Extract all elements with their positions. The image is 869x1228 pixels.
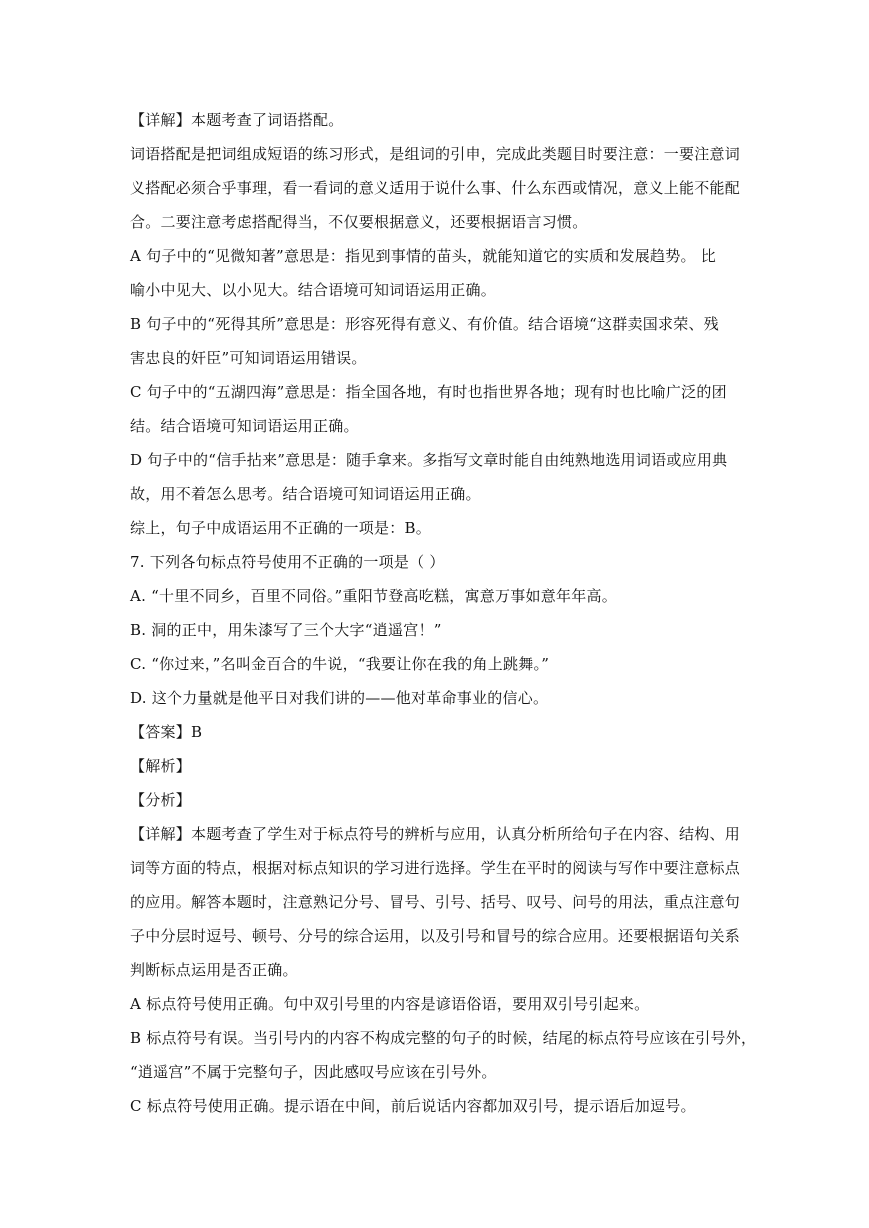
analysis-heading: 【解析】 <box>130 757 192 775</box>
breakdown-heading: 【分析】 <box>130 791 192 809</box>
paragraph-line: 词语搭配是把词组成短语的练习形式，是组词的引申，完成此类题目时要注意：一要注意词 <box>130 145 741 163</box>
punct-b-analysis-cont: “逍遥宫”不属于完整句子，因此感叹号应该在引号外。 <box>130 1063 497 1081</box>
paragraph-line: 义搭配必须合乎事理，看一看词的意义适用于说什么事、什么东西或情况，意义上能不能配 <box>130 179 741 197</box>
option-b-analysis: B 句子中的“死得其所”意思是：形容死得有意义、有价值。结合语境“这群卖国求荣、残 <box>130 315 720 333</box>
choice-c: C. “你过来，”名叫金百合的牛说，“我要让你在我的角上跳舞。” <box>130 655 550 673</box>
option-a-analysis-cont: 喻小中见大、以小见大。结合语境可知词语运用正确。 <box>130 281 497 299</box>
detail-paragraph-line: 子中分层时逗号、顿号、分号的综合运用，以及引号和冒号的综合应用。还要根据语句关系 <box>130 927 741 945</box>
detail-paragraph-line: 的应用。解答本题时，注意熟记分号、冒号、引号、括号、叹号、问号的用法，重点注意句 <box>130 893 741 911</box>
choice-a: A. “十里不同乡，百里不同俗。”重阳节登高吃糕，寓意万事如意年年高。 <box>130 587 617 605</box>
detail-paragraph-line: 【详解】本题考查了学生对于标点符号的辨析与应用，认真分析所给句子在内容、结构、用 <box>130 825 741 843</box>
punct-b-analysis: B 标点符号有误。当引号内的内容不构成完整的句子的时候，结尾的标点符号应该在引号外， <box>130 1029 757 1047</box>
option-d-analysis: D 句子中的“信手拈来”意思是：随手拿来。多指写文章时能自由纯熟地选用词语或应用典 <box>130 451 728 469</box>
punct-a-analysis: A 标点符号使用正确。句中双引号里的内容是谚语俗语，要用双引号引起来。 <box>130 995 650 1013</box>
detail-paragraph-line: 判断标点运用是否正确。 <box>130 961 298 979</box>
choice-d: D. 这个力量就是他平日对我们讲的——他对革命事业的信心。 <box>130 689 549 707</box>
option-b-analysis-cont: 害忠良的奸臣”可知词语运用错误。 <box>130 349 367 367</box>
explanation-heading: 【详解】本题考查了词语搭配。 <box>130 111 344 129</box>
detail-paragraph-line: 词等方面的特点，根据对标点知识的学习进行选择。学生在平时的阅读与写作中要注意标点 <box>130 859 741 877</box>
option-c-analysis: C 句子中的“五湖四海”意思是：指全国各地，有时也指世界各地；现有时也比喻广泛的团 <box>130 383 727 401</box>
answer-line: 【答案】B <box>130 723 203 741</box>
option-c-analysis-cont: 结。结合语境可知词语运用正确。 <box>130 417 359 435</box>
option-a-analysis: A 句子中的“见微知著”意思是：指见到事情的苗头，就能知道它的实质和发展趋势。 比 <box>130 247 716 265</box>
question-7: 7. 下列各句标点符号使用不正确的一项是（ ） <box>130 553 445 571</box>
choice-b: B. 洞的正中，用朱漆写了三个大字“逍遥宫！” <box>130 621 442 639</box>
summary-line: 综上，句子中成语运用不正确的一项是：B。 <box>130 519 432 537</box>
option-d-analysis-cont: 故，用不着怎么思考。结合语境可知词语运用正确。 <box>130 485 481 503</box>
punct-c-analysis: C 标点符号使用正确。提示语在中间，前后说话内容都加双引号，提示语后加逗号。 <box>130 1097 696 1115</box>
paragraph-line: 合。二要注意考虑搭配得当，不仅要根据意义，还要根据语言习惯。 <box>130 213 588 231</box>
